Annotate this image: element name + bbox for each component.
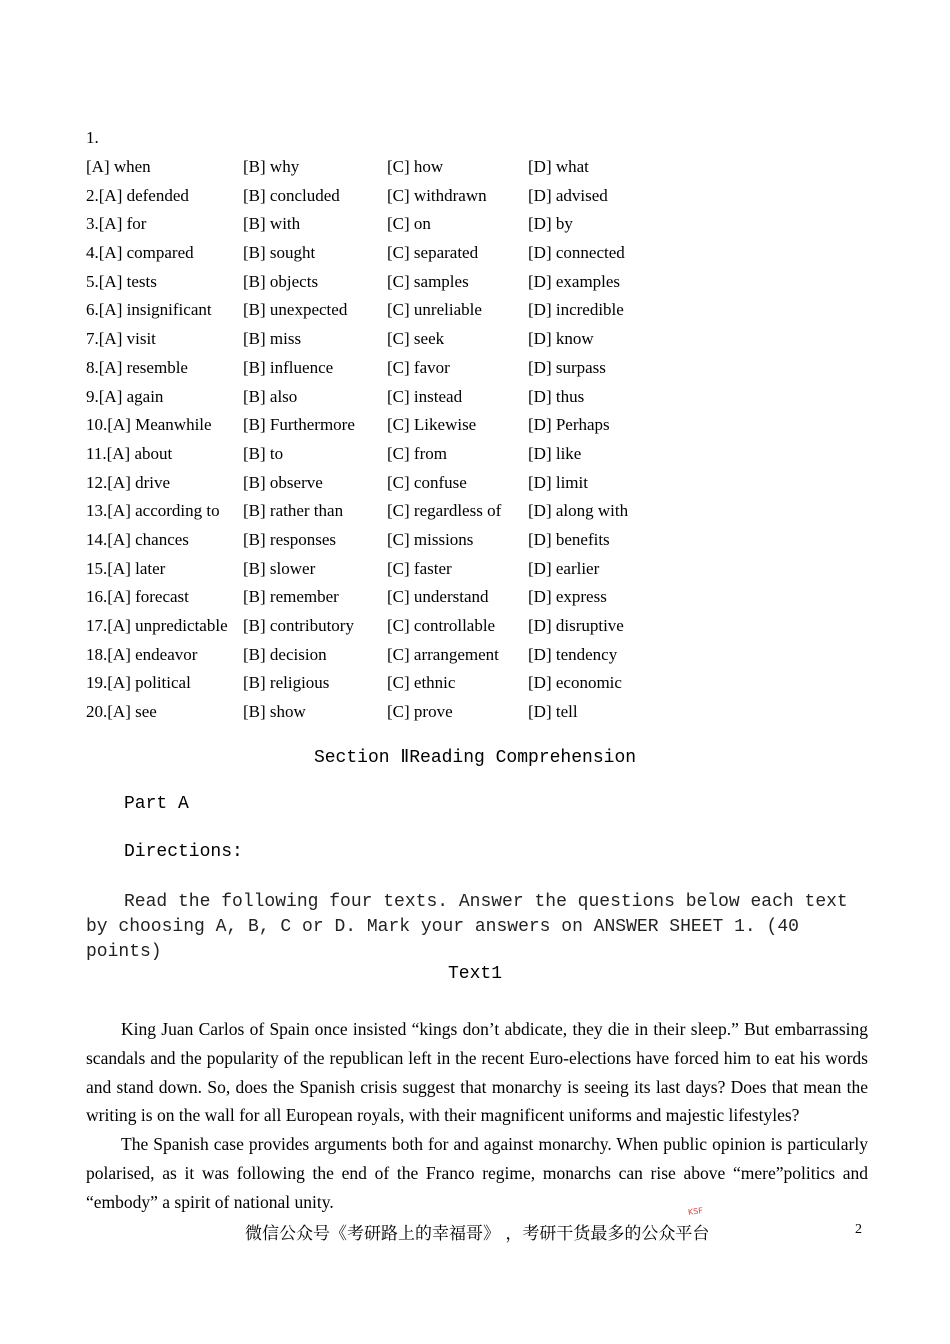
option-d: [D] by <box>528 214 573 234</box>
option-c: [C] arrangement <box>387 644 499 664</box>
text-title: Text1 <box>447 964 502 984</box>
option-row <box>86 497 666 526</box>
option-d: [D] like <box>528 443 582 463</box>
option-d: [D] express <box>528 587 607 607</box>
option-c: [C] prove <box>387 702 453 722</box>
option-a: 14.[A] chances <box>86 529 189 549</box>
option-row <box>86 210 666 239</box>
option-b: [B] unexpected <box>243 300 348 320</box>
option-b: [B] why <box>243 157 300 176</box>
option-a: 10.[A] Meanwhile <box>86 415 212 435</box>
option-d: [D] tell <box>528 702 578 722</box>
question-intro: 1. <box>86 128 99 147</box>
directions-text: Read the following four texts. Answer the questions below each text by choosing A, B, C or D. Mark your answers on ANSWER SHEET 1. (40 points) <box>86 892 848 962</box>
option-row <box>86 182 666 211</box>
option-c: [C] separated <box>387 243 479 263</box>
option-row <box>86 354 666 383</box>
option-d: [D] benefits <box>528 529 610 549</box>
paragraph-1: King Juan Carlos of Spain once insisted “kings don’t abdicate, they die in their sleep.” But embarrassing scandals and the popularity of the republican left in the recent Euro-elections have forced him to eat his words and stand down. So, does the Spanish crisis suggest that monarchy is seeing its last days? Does that mean the writing is on the wall for all European royals, with their magnificent uniforms and majestic lifestyles? <box>86 1019 868 1126</box>
option-a: 4.[A] compared <box>86 243 194 263</box>
option-b: [B] slower <box>243 558 316 578</box>
option-a: [A] when <box>86 157 151 176</box>
option-row <box>86 469 666 498</box>
option-b: [B] religious <box>243 673 330 693</box>
option-b: [B] influence <box>243 357 334 377</box>
option-d: [D] disruptive <box>528 616 624 635</box>
option-b: [B] contributory <box>243 616 354 635</box>
option-a: 13.[A] according to <box>86 501 220 521</box>
option-d: [D] limit <box>528 472 588 492</box>
option-a: 7.[A] visit <box>86 329 156 349</box>
option-b: [B] objects <box>243 271 319 291</box>
option-b: [B] with <box>243 214 301 234</box>
option-d: [D] economic <box>528 673 622 693</box>
option-a: 20.[A] see <box>86 702 157 722</box>
option-d: [D] know <box>528 329 594 349</box>
option-b: [B] rather than <box>243 501 344 521</box>
option-b: [B] miss <box>243 329 302 349</box>
option-a: 2.[A] defended <box>86 185 189 205</box>
option-a: 19.[A] political <box>86 673 191 693</box>
options-list <box>86 153 666 727</box>
option-c: [C] withdrawn <box>387 185 487 205</box>
option-d: [D] along with <box>528 501 629 521</box>
option-row <box>86 268 666 297</box>
option-b: [B] also <box>243 386 298 406</box>
option-c: [C] controllable <box>387 616 496 635</box>
option-a: 5.[A] tests <box>86 271 157 291</box>
option-a: 12.[A] drive <box>86 472 171 492</box>
directions-label: Directions: <box>124 842 243 862</box>
option-b: [B] show <box>243 702 306 722</box>
option-d: [D] surpass <box>528 357 606 377</box>
option-d: [D] advised <box>528 185 608 205</box>
option-d: [D] tendency <box>528 644 618 664</box>
option-row <box>86 411 666 440</box>
option-c: [C] missions <box>387 529 474 549</box>
option-c: [C] instead <box>387 386 463 406</box>
option-a: 9.[A] again <box>86 386 164 406</box>
option-a: 3.[A] for <box>86 214 147 234</box>
option-c: [C] how <box>387 157 444 176</box>
option-d: [D] examples <box>528 271 621 291</box>
option-row <box>86 555 666 584</box>
option-c: [C] regardless of <box>387 501 502 521</box>
option-d: [D] what <box>528 157 589 176</box>
option-row <box>86 383 666 412</box>
option-b: [B] to <box>243 443 284 463</box>
option-row <box>86 239 666 268</box>
option-c: [C] Likewise <box>387 415 477 435</box>
option-b: [B] concluded <box>243 185 340 205</box>
option-b: [B] Furthermore <box>243 415 355 435</box>
option-row <box>86 698 666 727</box>
option-row <box>86 325 666 354</box>
option-a: 11.[A] about <box>86 443 173 463</box>
option-c: [C] unreliable <box>387 300 482 320</box>
option-a: 17.[A] unpredictable <box>86 616 228 635</box>
footer-text: 微信公众号《考研路上的幸福哥》 ，考研干货最多的公众平台 <box>245 1224 710 1244</box>
option-b: [B] responses <box>243 529 337 549</box>
section-title: Section ⅡReading Comprehension <box>313 748 637 768</box>
option-row <box>86 526 666 555</box>
option-d: [D] earlier <box>528 558 600 578</box>
option-c: [C] favor <box>387 357 450 377</box>
red-stamp: KSF <box>687 1206 704 1217</box>
option-c: [C] from <box>387 443 447 463</box>
option-d: [D] Perhaps <box>528 415 610 435</box>
option-b: [B] observe <box>243 472 323 492</box>
option-c: [C] ethnic <box>387 673 456 693</box>
option-row <box>86 296 666 325</box>
option-c: [C] on <box>387 214 431 234</box>
option-c: [C] faster <box>387 558 452 578</box>
option-row <box>86 669 666 698</box>
option-c: [C] samples <box>387 271 469 291</box>
option-row <box>86 440 666 469</box>
option-a: 18.[A] endeavor <box>86 644 198 664</box>
option-a: 6.[A] insignificant <box>86 300 212 320</box>
option-b: [B] decision <box>243 644 327 664</box>
option-d: [D] thus <box>528 386 585 406</box>
option-c: [C] confuse <box>387 472 467 492</box>
option-d: [D] connected <box>528 243 625 263</box>
option-c: [C] understand <box>387 587 489 607</box>
option-c: [C] seek <box>387 329 445 349</box>
option-d: [D] incredible <box>528 300 624 320</box>
option-row <box>86 612 666 641</box>
option-b: [B] remember <box>243 587 339 607</box>
option-b: [B] sought <box>243 243 316 263</box>
page-number: 2 <box>855 1222 862 1237</box>
option-a: 8.[A] resemble <box>86 357 188 377</box>
option-a: 16.[A] forecast <box>86 587 189 607</box>
part-title: Part A <box>124 794 189 814</box>
option-row <box>86 153 666 182</box>
paragraph-2: The Spanish case provides arguments both for and against monarchy. When public opinion is particularly polarised, as it was following the end of the Franco regime, monarchs can rise above “mere”politics and “embody” a spirit of national unity. <box>86 1134 868 1212</box>
option-row <box>86 583 666 612</box>
option-a: 15.[A] later <box>86 558 166 578</box>
option-row <box>86 641 666 670</box>
